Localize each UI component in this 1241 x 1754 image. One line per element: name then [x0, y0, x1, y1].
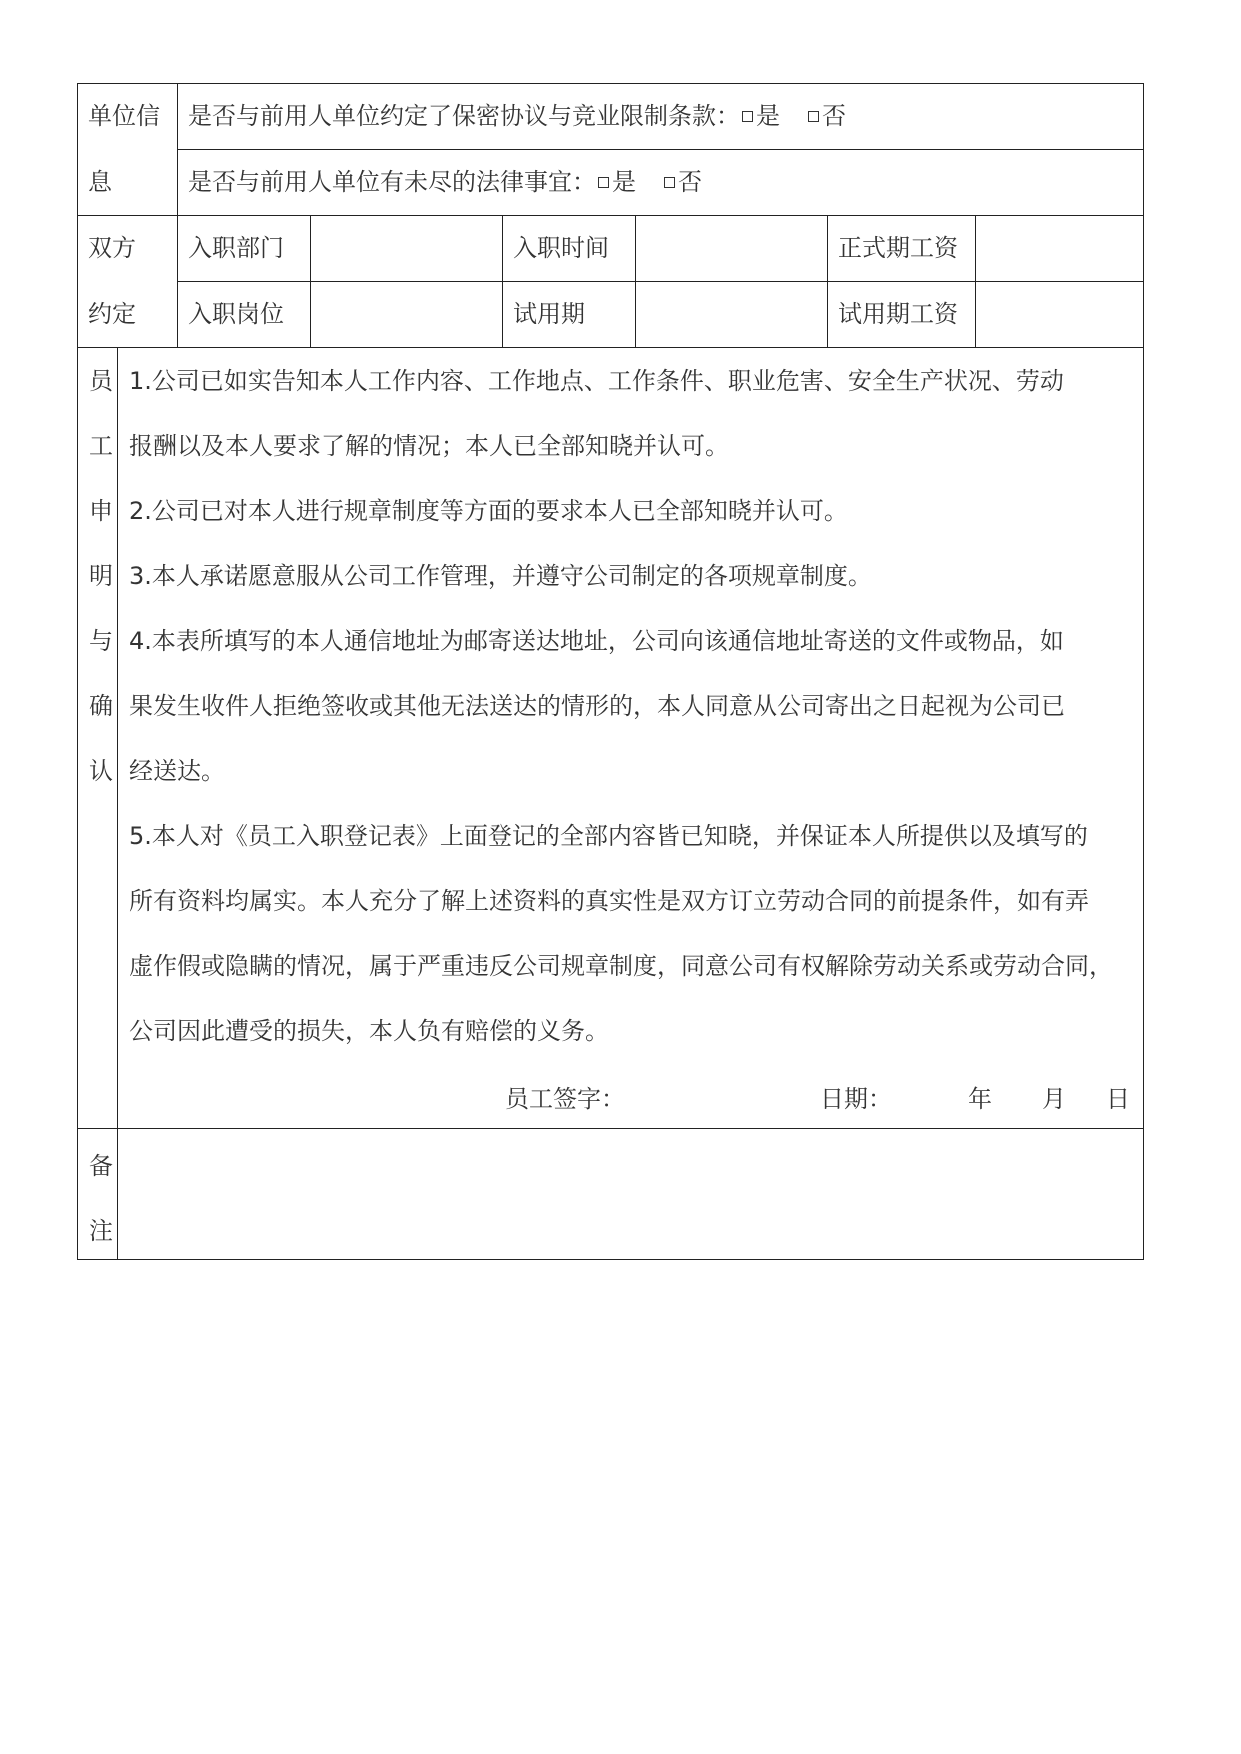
- col-divider: [117, 347, 118, 1259]
- dept-field[interactable]: [311, 216, 502, 281]
- legal-matters-no-checkbox[interactable]: [664, 177, 675, 188]
- unit-info-label-2: 息: [88, 168, 112, 196]
- declaration-line: 所有资料均属实。本人充分了解上述资料的真实性是双方订立劳动合同的前提条件，如有弄: [129, 887, 1089, 915]
- declaration-line: 公司因此遭受的损失，本人负有赔偿的义务。: [129, 1017, 609, 1045]
- employee-signature-label: 员工签字：: [505, 1085, 625, 1113]
- probation-salary-field[interactable]: [976, 282, 1143, 347]
- legal-matters-question-text: 是否与前用人单位有未尽的法律事宜：: [188, 168, 596, 196]
- declaration-line: 果发生收件人拒绝签收或其他无法送达的情形的，本人同意从公司寄出之日起视为公司已: [129, 692, 1065, 720]
- legal-matters-yes-checkbox[interactable]: [598, 177, 609, 188]
- declaration-line: 4.本表所填写的本人通信地址为邮寄送达地址，公司向该通信地址寄送的文件或物品，如: [129, 627, 1064, 655]
- non-compete-no-checkbox[interactable]: [808, 111, 819, 122]
- remarks-label-char: 备: [89, 1152, 113, 1180]
- col-divider: [502, 215, 503, 347]
- position-field[interactable]: [311, 282, 502, 347]
- entry-time-label: 入职时间: [513, 234, 609, 262]
- legal-matters-question: [188, 167, 702, 197]
- declaration-label-char: 与: [89, 627, 113, 655]
- col-divider: [827, 215, 828, 347]
- declaration-line: 2.公司已对本人进行规章制度等方面的要求本人已全部知晓并认可。: [129, 497, 848, 525]
- declaration-label-char: 员: [89, 367, 113, 395]
- declaration-line: 报酬以及本人要求了解的情况；本人已全部知晓并认可。: [129, 432, 729, 460]
- unit-info-label-1: 单位信: [88, 102, 160, 130]
- formal-salary-label: 正式期工资: [838, 234, 958, 262]
- row-divider: [177, 149, 1144, 150]
- row-divider: [77, 347, 1144, 348]
- non-compete-yes-checkbox[interactable]: [742, 111, 753, 122]
- employee-signature-field[interactable]: [625, 1076, 805, 1118]
- date-label: 日期：: [820, 1085, 892, 1113]
- remarks-field[interactable]: [118, 1129, 1143, 1259]
- formal-salary-field[interactable]: [976, 216, 1143, 281]
- yes-label: 是: [756, 102, 780, 130]
- position-label: 入职岗位: [188, 300, 284, 328]
- table-top-border: [77, 83, 1144, 84]
- day-label: 日: [1106, 1085, 1130, 1113]
- table-bottom-border: [77, 1259, 1144, 1260]
- table-left-border: [77, 83, 78, 1260]
- no-label: 否: [678, 168, 702, 196]
- probation-label: 试用期: [513, 300, 585, 328]
- declaration-line: 1.公司已如实告知本人工作内容、工作地点、工作条件、职业危害、安全生产状况、劳动: [129, 367, 1064, 395]
- declaration-line: 3.本人承诺愿意服从公司工作管理，并遵守公司制定的各项规章制度。: [129, 562, 872, 590]
- dept-label: 入职部门: [188, 234, 284, 262]
- declaration-label-char: 明: [89, 562, 113, 590]
- table-right-border: [1143, 83, 1144, 1260]
- declaration-label-char: 确: [89, 692, 113, 720]
- agreement-label-2: 约定: [88, 300, 136, 328]
- yes-label: 是: [612, 168, 636, 196]
- declaration-line: 虚作假或隐瞒的情况，属于严重违反公司规章制度，同意公司有权解除劳动关系或劳动合同，: [129, 952, 1113, 980]
- declaration-line: 5.本人对《员工入职登记表》上面登记的全部内容皆已知晓，并保证本人所提供以及填写的: [129, 822, 1088, 850]
- entry-time-field[interactable]: [636, 216, 827, 281]
- non-compete-question: [188, 101, 846, 131]
- month-label: 月: [1042, 1085, 1066, 1113]
- date-field[interactable]: [888, 1076, 1138, 1118]
- col-divider: [177, 83, 178, 347]
- declaration-label-char: 申: [89, 497, 113, 525]
- probation-field[interactable]: [636, 282, 827, 347]
- probation-salary-label: 试用期工资: [838, 300, 958, 328]
- declaration-label-char: 认: [89, 757, 113, 785]
- year-label: 年: [968, 1085, 992, 1113]
- remarks-label-char: 注: [89, 1217, 113, 1245]
- no-label: 否: [822, 102, 846, 130]
- agreement-label-1: 双方: [88, 234, 136, 262]
- non-compete-question-text: 是否与前用人单位约定了保密协议与竞业限制条款：: [188, 102, 740, 130]
- declaration-line: 经送达。: [129, 757, 225, 785]
- declaration-label-char: 工: [89, 432, 113, 460]
